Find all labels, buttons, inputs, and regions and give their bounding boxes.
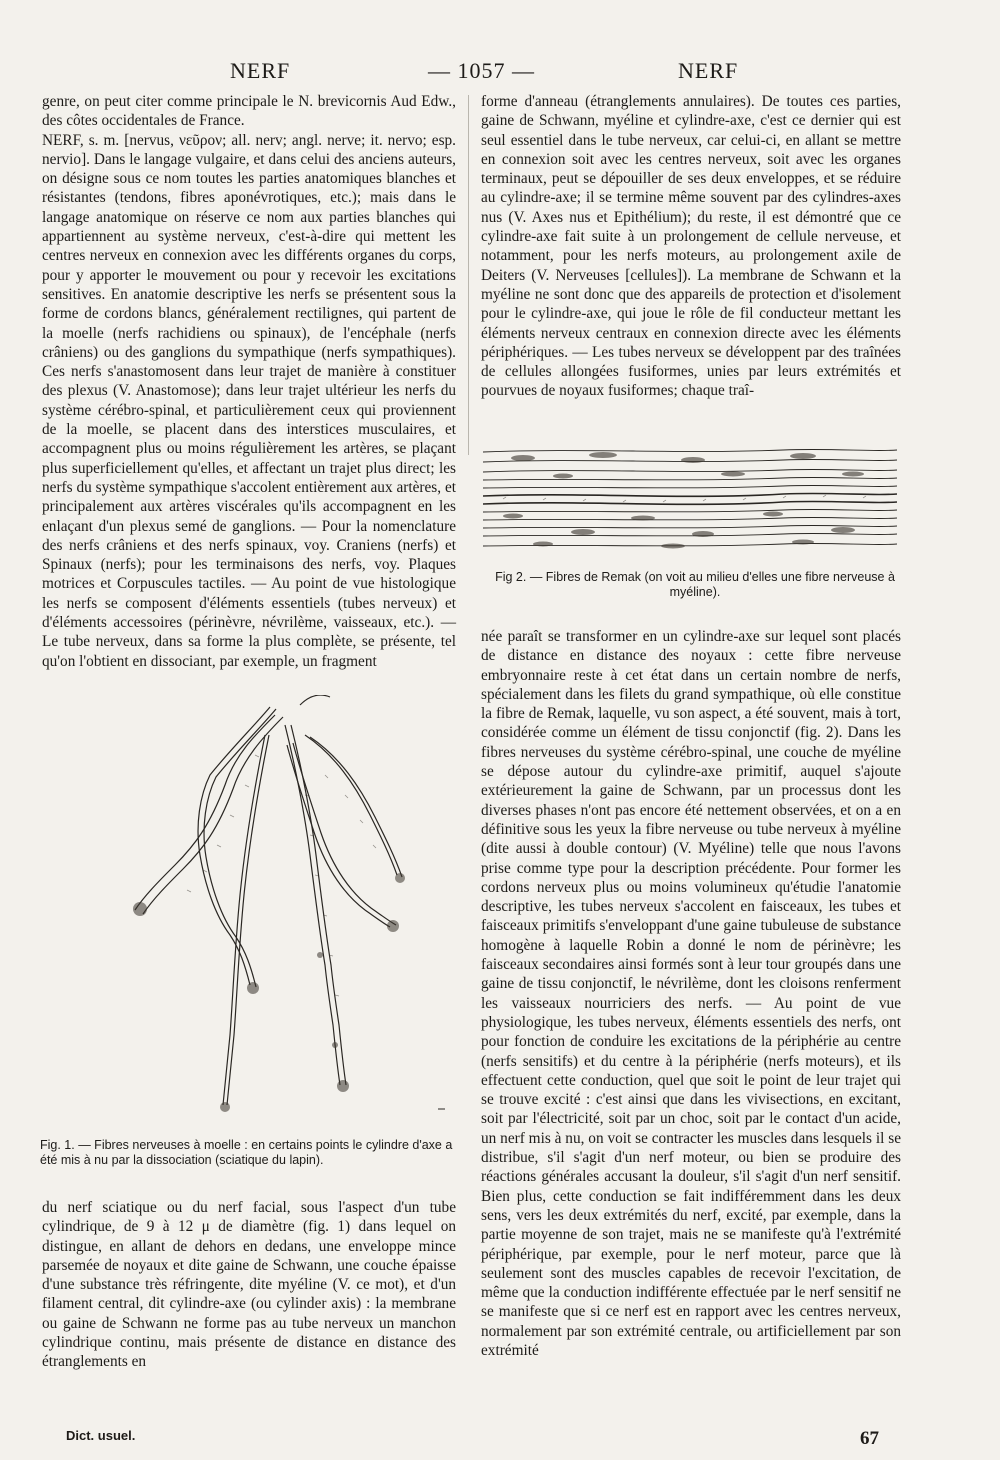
right-column-bottom [481, 627, 901, 1360]
figure-2-caption: Fig 2. — Fibres de Remak (on voit au milieu d'elles une fibre nerveuse à myéline). [495, 570, 895, 599]
figure-1-nerve-fibers [105, 695, 445, 1135]
column-divider [468, 95, 469, 455]
left-column [42, 92, 456, 671]
page-number-header: — 1057 — [428, 58, 535, 83]
footer-signature-number: 67 [860, 1428, 879, 1449]
figure-1-caption: Fig. 1. — Fibres nerveuses à moelle : en certains points le cylindre d'axe a été mis à nu par la dissociation (sciatique du lapin). [40, 1138, 453, 1167]
left-column-continuation [42, 1198, 456, 1372]
right-column-top [481, 92, 901, 401]
header-right-word: NERF [678, 58, 739, 83]
nerve-fiber-3 [285, 725, 340, 1085]
right-paragraph-2: née paraît se transformer en un cylindre-axe sur lequel sont placés de distance en distance des noyaux : cette fibre nerveuse embryonnaire reste à cet état dans un certain nombre de nerfs, spécialement dans les filets du grand sympathique, où elle constitue la fibre de Remak, laquelle, vu son aspect, a été souvent, mais à tort, considérée comme un élément de tissu conjonctif (fig. 2). Dans les fibres nerveuses du système cérébro-spinal, une couche de myéline se dépose autour du cylindre-axe primitif, auquel s'ajoute extérieurement la gaine de Schwann, par un processus dont les diverses phases n'ont pas encore été nettement observées, et on a en définitive sous les yeux la fibre nerveuse ou tube nerveux à myéline (dite aussi à double contour) (V. Myéline) telle que nous l'avons prise comme type pour la description précédente. Pour former les cordons nerveux plus ou moins volumineux qu'étudie l'anatomie descriptive, les tubes nerveux s'accolent en faisceaux, les tubes et faisceaux primitifs s'enveloppant d'une gaine tubuleuse de substance homogène à laquelle Robin a donné le nom de périnèvre; les faisceaux secondaires ainsi formés sont à leur tour groupés dans une gaine de tissu conjonctif, le névrilème, dont les cloisons renferment les vaisseaux nourriciers des nerfs. — Au point de vue physiologique, les tubes nerveux, éléments essentiels des nerfs, ont pour fonction de conduire les excitations de la périphérie au centre (nerfs sensitifs) et du centre à la périphérie (nerfs moteurs), et ils effectuent cette conduction, quel que soit le point de leur trajet qui se trouve excité : c'est ainsi que dans les vivisections, en excitant, soit par l'électricité, soit par un choc, soit par le contact d'un acide, un nerf mis à nu, on voit se contracter les muscles dans lesquels il se distribue, s'il s'agit d'un nerf moteur, ou bien se produire des réactions générales accusant la douleur, s'il s'agit d'un nerf sensitif. Bien plus, cette conduction se fait indifféremment dans les deux sens, vers les deux extrémités du nerf, excité, par exemple, dans la partie moyenne de son trajet, mais ne se manifeste qu'à l'extrémité périphérique, par exemple, pour le nerf moteur, parce que là seulement sont des muscles capables de recevoir l'excitation, de même que la conduction indifférente effectuée par le nerf sensitif ne se manifeste que si ce nerf est en rapport avec les centres nerveux, normalement par son extrémité centrale, ou artificiellement par son extrémité [481, 628, 901, 1359]
left-paragraph-3: du nerf sciatique ou du nerf facial, sous l'aspect d'un tube cylindrique, de 9 à 12 μ de diamètre (fig. 1) dans lequel on distingue, en allant de dehors en dedans, une enveloppe mince parsemée de noyaux et dite gaine de Schwann, une couche épaisse d'une substance très réfringente, dite myéline (V. ce mot), et d'un filament central, dit cylindre-axe (ou cylinder axis) : la membrane ou gaine de Schwann ne forme pas au tube nerveux un manchon cylindrique continu, mais présente de distance en distance des étranglements en [42, 1199, 456, 1371]
left-paragraph-1: genre, on peut citer comme principale le N. brevicornis Aud Edw., des côtes occidentales de France. [42, 93, 456, 130]
figure-2-remak-fibers [483, 440, 897, 560]
left-paragraph-2: NERF, s. m. [nervus, νεῦρον; all. nerv; angl. nerve; it. nervo; esp. nervio]. Dans le langage vulgaire, et dans celui des anciens auteurs, on désigne sous ce nom toutes les parties anatomiques blanches et résistantes (tendons, fibres aponévrotiques, etc.); mais dans le langage anatomique on réserve ce nom aux parties blanches qui appartiennent au système nerveux, c'est-à-dire qui mettent les centres nerveux en connexion avec les différents organes du corps, pour y apporter le mouvement ou pour y recevoir les excitations sensitives. En anatomie descriptive les nerfs se présentent sous la forme de cordons blancs, généralement rectilignes, qui partent de la moelle (nerfs rachidiens ou spinaux), de l'encéphale (nerfs crâniens) ou des ganglions du sympathique (nerfs sympathiques). Ces nerfs s'anastomosent dans leur trajet de manière à constituer des plexus (V. Anastomose); dans leur trajet ultérieur les nerfs du système cérébro-spinal, et particulièrement ceux qui proviennent de la moelle, se placent dans des interstices musculaires, et accompagnent plus ou moins régulièrement les artères, se plaçant plus superficiellement qu'elles, et affectant un trajet plus direct; les nerfs du système sympathique s'accolent entièrement aux artères, et principalement aux artères viscérales qu'ils accompagnent en les enlaçant d'un plexus semé de ganglions. — Pour la nomenclature des nerfs crâniens et des nerfs spinaux, voy. Craniens (nerfs) et Spinaux (nerfs); pour les terminaisons des nerfs, voy. Plaques motrices et Corpuscules tactiles. — Au point de vue histologique les nerfs se composent d'éléments essentiels (tubes nerveux) et d'éléments accessoires (périnèvre, névrilème, vaisseaux, etc.). — Le tube nerveux, dans sa forme la plus complète, se présente, tel qu'on l'obtient en dissociant, par exemple, un fragment [42, 131, 456, 670]
running-header [0, 58, 1000, 88]
header-left-word: NERF [230, 58, 291, 83]
footer-publication: Dict. usuel. [66, 1428, 136, 1443]
nerve-fiber-2 [198, 707, 270, 985]
right-paragraph-1: forme d'anneau (étranglements annulaires). De toutes ces parties, gaine de Schwann, myéline et cylindre-axe, c'est ce dernier qui est seul essentiel dans le tube nerveux, car celui-ci, en allant se mettre en connexion soit avec les centres nerveux, soit avec les organes terminaux, peut se dépouiller de ses deux enveloppes, et se réduire au cylindre-axe; il se termine même souvent par des cylindres-axes nus (V. Axes nus et Epithélium); du reste, il est démontré que ce cylindre-axe fait suite à un prolongement de cellule nerveuse, et notamment, pour les nerfs moteurs, au prolongement axile de Deiters (V. Nerveuses [cellules]). La membrane de Schwann et la myéline ne sont donc que des appareils de protection et d'isolement pour le cylindre-axe, qui joue le rôle de fil conducteur mettant les éléments nerveux centraux en connexion directe avec les éléments périphériques. — Les tubes nerveux se développent par des traînées de cellules allongées fusiformes, unies par leurs extrémités et pourvues de noyaux fusiformes; chaque traî- [481, 93, 901, 400]
